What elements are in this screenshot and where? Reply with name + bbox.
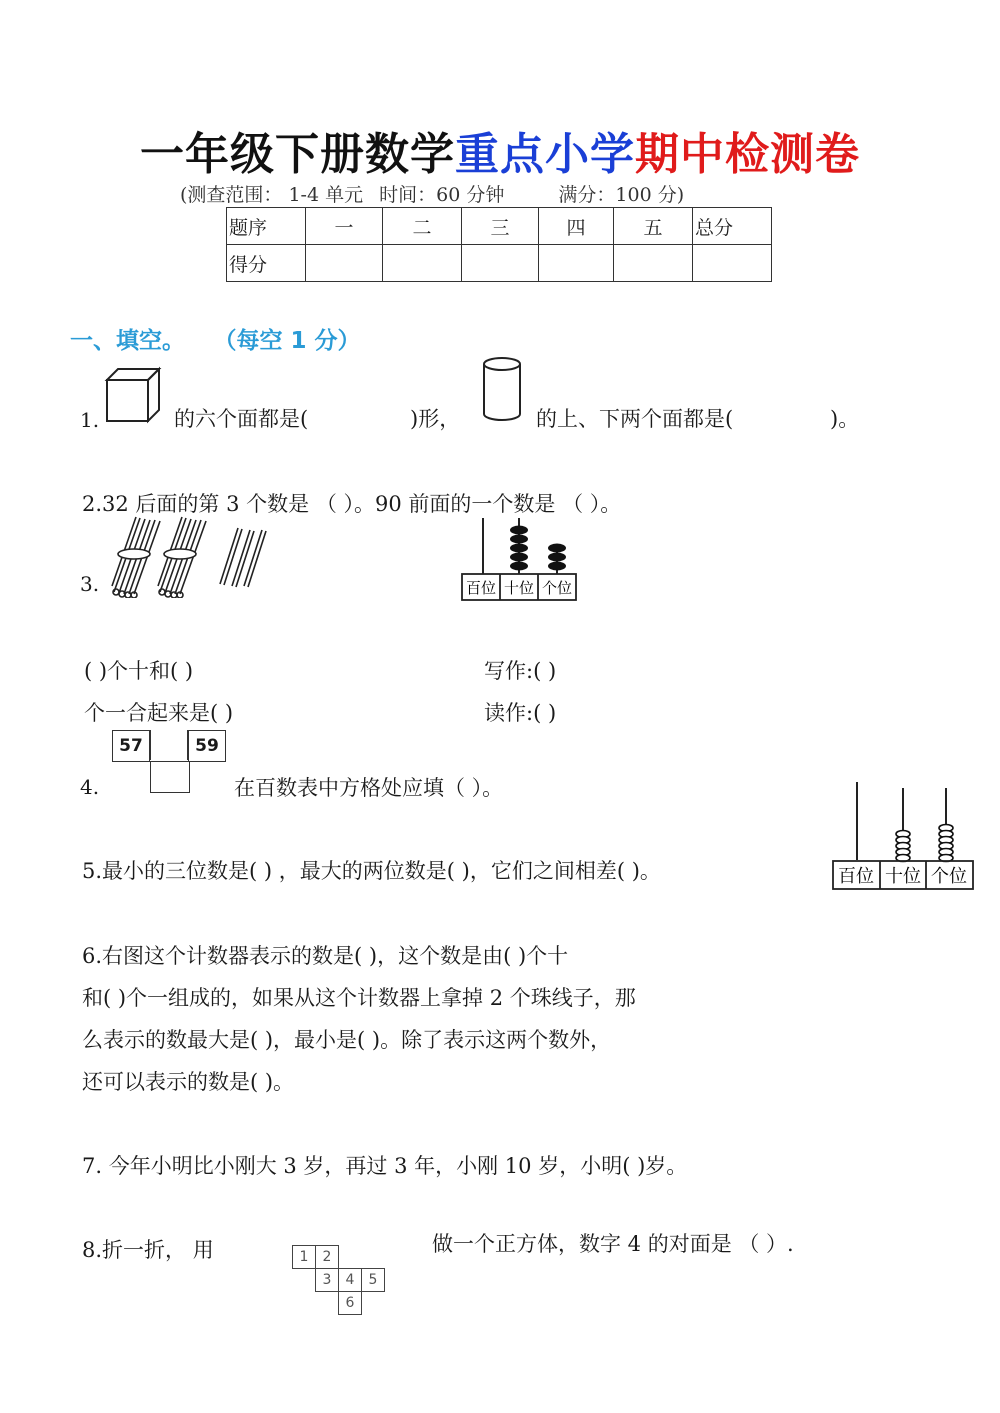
score-input-cell[interactable] [693,245,772,282]
exam-full-score: 满分：100 分) [558,184,685,206]
title-part-black: 一年级下册数学 [140,129,455,180]
abacus-small [460,518,580,602]
abacus-label: 百位 [838,866,874,887]
abacus-label: 个位 [931,866,967,887]
bundle-1 [112,517,160,598]
q6-line4: 还可以表示的数是( )。 [82,1070,295,1094]
q6-line3: 么表示的数最大是( )，最小是( )。除了表示这两个数外， [82,1028,612,1052]
score-input-cell[interactable] [306,245,383,282]
abacus-label: 个位 [541,579,573,597]
net-cell: 5 [362,1269,385,1292]
q5-text: 5.最小的三位数是( ) ，最大的两位数是( )，它们之间相差( )。 [82,859,661,883]
title-part-red: 期中检测卷 [635,129,860,180]
score-table-header-row [227,208,772,245]
score-table-cell: 三 [462,208,539,245]
q6-line2: 和( )个一组成的，如果从这个计数器上拿掉 2 个珠线子，那 [82,986,636,1010]
cube-icon [104,366,162,424]
hundred-chart-cell: 59 [188,730,226,762]
abacus-label: 十位 [885,866,921,887]
cylinder-icon [481,356,523,424]
q4-number: 4. [80,775,100,799]
q3-line1: ( )个十和( ) [84,659,194,683]
net-cell: 3 [316,1269,339,1292]
q1-text-b: )形， [410,407,461,431]
score-table-cell: 题序 [227,208,306,245]
q7-text: 7. 今年小明比小刚大 3 岁，再过 3 年，小刚 10 岁，小明( )岁。 [82,1154,688,1178]
q3-number: 3. [80,572,100,596]
q1-number: 1. [80,408,100,432]
score-table-cell: 二 [383,208,462,245]
q1-text-a: 的六个面都是( [174,407,309,431]
q1-text-d: )。 [830,407,860,431]
score-table-score-row [227,245,772,282]
score-input-cell[interactable] [614,245,693,282]
hundred-chart-blank-below[interactable] [150,761,190,793]
section-heading [70,322,361,355]
score-input-cell[interactable] [383,245,462,282]
title-part-blue-2: 小学 [545,129,635,180]
hundred-chart-cell: 57 [112,730,150,762]
hundred-chart-blank[interactable] [150,730,188,760]
exam-time: 时间：60 分钟 [379,184,505,206]
page-title [0,118,1000,182]
net-cell: 4 [339,1269,362,1292]
q8-text-a: 8.折一折， 用 [82,1238,214,1262]
net-cell: 2 [316,1246,339,1269]
score-table-cell: 四 [539,208,614,245]
score-table [226,207,772,282]
section-title: 一、填空。 [70,328,185,354]
stick-bundles-icon [104,514,274,598]
bundle-2 [158,517,206,598]
q3-read: 读作:( ) [484,701,557,725]
section-points: （每空 1 分） [225,328,361,354]
single-sticks [220,528,266,587]
abacus-large [830,782,976,894]
q3-write: 写作:( ) [484,659,557,683]
q4-text: 在百数表中方格处应填（ ）。 [234,776,504,800]
score-table-cell: 得分 [227,245,306,282]
exam-scope: (测查范围： 1-4 单元 [180,184,364,206]
abacus-label: 十位 [503,579,535,597]
abacus-label: 百位 [465,579,497,597]
score-table-cell: 总分 [693,208,772,245]
cube-net [292,1245,385,1315]
q3-line2: 个一合起来是( ) [84,701,234,725]
score-table-cell: 一 [306,208,383,245]
score-input-cell[interactable] [462,245,539,282]
q8-text-b: 做一个正方体，数字 4 的对面是 （ ）. [432,1232,794,1256]
net-cell: 1 [293,1246,316,1269]
q6-line1: 6.右图这个计数器表示的数是( )，这个数是由( )个十 [82,944,569,968]
title-part-blue-1: 重点 [455,129,545,180]
q1-text-c: 的上、下两个面都是( [536,407,734,431]
net-cell: 6 [339,1292,362,1315]
score-table-cell: 五 [614,208,693,245]
score-input-cell[interactable] [539,245,614,282]
q2-text: 2.32 后面的第 3 个数是 （ ）。90 前面的一个数是 （ ）。 [82,492,622,516]
exam-info [180,180,694,207]
